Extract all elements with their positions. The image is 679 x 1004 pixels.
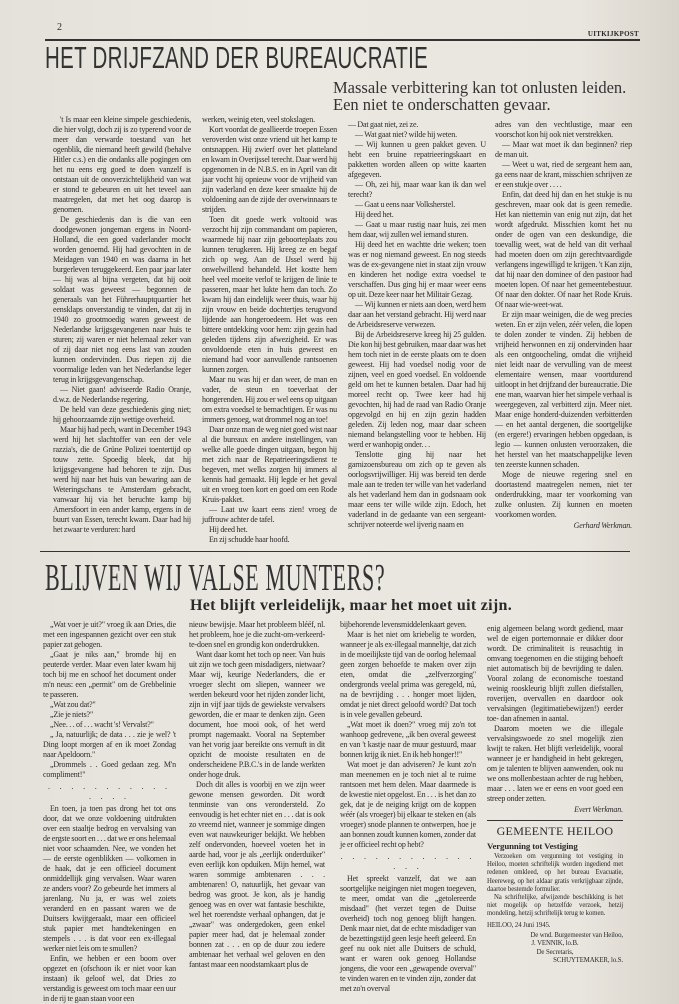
paragraph: — Dat gaat niet, zei ze. <box>348 120 419 129</box>
paragraph: Bij de Arbeidsreserve kreeg hij 25 gulden. Die kon hij best gebruiken, maar daar was het hem toch niet in de eerste plaats om te doen geweest. Hij had voedsel nodig voor de zijnen, veel en goed voedsel. En voldoende geld om het te kunnen betalen. Daar had hij moreel recht op. Twee keer had hij gevochten, hij had de raad van Radio Oranje opgevolgd en hij en zijn gezin hadden geleden. Zij leden nog, maar daar scheen niemand belangstelling voor te hebben. Hij werd er wanhopig onder. . . <box>348 330 486 449</box>
paragraph: „Drommels . . Goed gedaan zeg. M'n compliment!" <box>43 760 176 779</box>
paragraph: Maar is het niet om kriebelig te worden, wanneer je als ex-illegaal manneltje, dat zich in de moeilijkste tijd van de oorlog helemaal geen zorgen behoefde te maken over zijn eten, omdat die „zelfverzorging" ondergronds veelal prima was geregeld, nú, na de bevrijding . . . honger moet lijden, omdat je niet direct geloofd wordt? Dat toch is in vele gevallen gebeurd. <box>340 630 476 719</box>
paragraph: Maar hij had pech, want in December 1943 werd hij het slachtoffer van een der vele razzia's, die de Grüne Polizei toentertijd op touw zette. Spoedig bleek, dat hij krijgsgevangene had behoren te zijn. Dus werd hij naar het huis van bewaring aan de Weteringschans te Amsterdam gebracht, vanwaar hij via het beruchte kamp bij Amersfoort in een ander kamp, ergens in de buurt van Essen, terecht kwam. Daar had hij het zwaar te verduren: hard <box>53 425 191 534</box>
paragraph: De held van deze geschiedenis ging niet; hij gehoorzaamde zijn wettige overheid. <box>53 405 191 424</box>
paragraph: Daarom moeten we die illegale vervalsingswoede zo snel mogelijk zien kwijt te raken. Het blijft verleidelijk, vooral wanneer je er handigheid in hebt gekregen, om je talenten te blijven aanwenden, ook nu we ons mollenbestaan achter de rug hebben, maar . . . laten we er eens en voor goed een streep onder zetten. <box>487 724 623 803</box>
notice-paragraph: Na schriftelijke, afwijzende beschikking is het niet mogelijk op hetzelfde verzoek, hetzij mondeling, hetzij schriftelijk terug te komen. <box>487 894 623 918</box>
page-number: 2 <box>57 22 62 33</box>
article-subtitle-line: Een niet te onderschatten gevaar. <box>333 95 551 114</box>
article-column <box>487 624 623 815</box>
article-column <box>340 620 476 994</box>
paragraph: — Maar wat moet ik dan beginnen? riep de man uit. <box>495 140 632 159</box>
paragraph: Wat moet je dan adviseren? Je kunt zo'n man meenemen en je toch niet al te ruime rantsoen met hem delen. Maar daarmede is de kwestie niet opgelost. En . . . is het dan zo gek, dat je de neiging krijgt om de koppen wéér (als vroeger) bij elkaar te steken en (als vroeger) snode plannen te ontwerpen, hoe je aan bonnen zoudt kunnen komen, zonder dat je er officieel recht op hebt? <box>340 760 476 849</box>
paragraph: Toen dit goede werk voltooid was verzocht hij zijn commandant om papieren, waarmede hij naar zijn geboorteplaats zou kunnen terugkeren. Hij kreeg ze en begaf zich op weg. Aan de IJssel werd hij onwelwillend behandeld. Het kostte hem heel veel moeite verlof te krijgen de linie te passeren, maar het lukte hem dan toch. Zo kwam hij dan eindelijk weer thuis, waar hij zijn vrouw en beide dochtertjes terugvond lijdende aan hongeroedeem. Het was een bittere ontdekking voor hem: zijn gezin had geleden tijdens zijn afwezigheid. Er was onvoldoende eten in huis geweest en niemand had voor aanvullende rantsoenen kunnen zorgen. <box>202 215 337 374</box>
paragraph: bijbehorende levensmiddelenkaart geven. <box>340 620 467 629</box>
paragraph: Want daar komt het toch op neer. Van huis uit zijn we toch geen misdadigers, nietwaar? Maar wij, keurige Nederlanders, die er vroeger slecht om sliepen, wanneer we werden bekeurd voor het rijden zonder licht, zijn in vijf jaar tijds de gewiekste vervalsers geworden, die er maar te denken zijn. Geen document, hoe mooi ook, of het werd prompt nagemaakt. Vooral na September van het vorig jaar bereikte ons vernuft in dit opzicht de mooiste resultaten en de onderscheidene P.B.C.'s in de lande werkten onder hoge druk. <box>189 650 325 779</box>
paragraph: „Gaat je niks aan," bromde hij en peuterde verder. Maar even later kwam hij toch bij me en schoof het document onder m'n neus: een „permit" om de Grebbelinie te passeren. <box>43 650 176 699</box>
paragraph: Maar nu was hij er dan weer, de man en vader, de steun en toeverlaat der hongerenden. Hij zou er wel eens op uitgaan om extra voedsel te bemachtigen. Er was nu immers genoeg, wat drommel nog an toe! <box>202 375 337 424</box>
notice-subheading: Vergunning tot Vestiging <box>487 841 578 851</box>
section-separator: . . . . . . . . . . . . . . . <box>47 782 171 801</box>
paragraph: — Weet u wat, ried de sergeant hem aan, ga eens naar de krant, misschien schrijven ze er een stukje over . . . . <box>495 160 632 189</box>
paragraph: — Gaat u eens naar Volksherstel. <box>355 200 456 209</box>
author-signature: Evert Werkman. <box>574 805 623 814</box>
notice-mayor-title: De wnd. Burgemeester van Heiloo, <box>530 931 623 939</box>
paragraph: De geschiedenis dan is die van een doodgewonen jongeman ergens in Noord-Holland, die een goed vaderlander mocht worden genoemd. Hij had gevochten in de Meidagen van 1940 en was daarna in het burgerleven teruggekeerd. Een paar jaar later — hij was al bijna vergeten, dat hij ooit soldaat was geweest — begonnen de generaals van het Führerhauptquartier het eensklaps onverstandig te vinden, dat zij in 1940 zo grootmoedig waren geweest de Nederlandse krijgsgevangenen naar huis te sturen; zij waren er niet helemaal zeker van of zij daar niet nog eens last van zouden kunnen ondervinden. Dus riepen zij die voormalige leden van het Nederlandse leger terug in krijgsgevangenschap. <box>53 215 191 384</box>
paragraph: Het spreekt vanzelf, dat we aan soortgelijke neigingen niet mogen toegeven, te meer, omdat van die „getolereerde misdaad" (het verzet tegen de Duitse overheid) toch nog genoeg blijft hangen. Denk maar niet, dat de echte misdadiger van de bezettingstijd geen lesje heeft geleerd. En geef nu ook niet alle Duitsers de schuld, want er waren ook genoeg Hollandse jongens, die voor een „gewapende overval" te vinden waren en te vinden zijn, zonder dat met zo'n overval <box>340 874 476 993</box>
paragraph: Kort voordat de geallieerde troepen Essen veroverden wist onze vriend uit het kamp te ontsnappen. Hij zwierf over het platteland en kwam in Overijssel terecht. Daar werd hij opgenomen in de N.B.S. en in April van dit jaar vocht hij opnieuw voor de vrijheid van zijn vaderland en deze keer smaakte hij de voldoening aan de zijde der overwinnaars te strijden. <box>202 125 337 214</box>
paragraph: „Zie je niets?" <box>50 710 94 719</box>
article-subtitle: Het blijft verleidelijk, maar het moet uit zijn. <box>190 597 513 614</box>
section-rule <box>40 551 630 552</box>
paragraph: Tenslotte ging hij naar het garnizoensbureau om zich op te geven als oorlogsvrijwilliger. Hij was bereid ten derde male aan te treden ter wille van het vaderland als het vaderland hem dan in godsnaam ook maar eens ter wille wilde zijn. Edoch, het vaderland in de gedaante van een sergeant-schrijver noteerde wel ijverig naam en <box>348 450 486 529</box>
municipal-notice <box>487 820 623 966</box>
article-column <box>43 620 176 1004</box>
paragraph: enig algemeen belang wordt gediend, maar wel de eigen portemonnaie er dikker door wordt. De criminaliteit is reusachtig in omvang toegenomen en die stijging behoeft niet automatisch bij de bevrijding te dalen. Vooral zolang de economische toestand weinig rooskleurig blijft zullen diefstallen, roverijen, overvallen en daardoor ook vervalsingen (legitimatiebewijzen!) eerder toe- dan afnemen in aantal. <box>487 624 623 723</box>
paragraph: Hij deed het en wachtte drie weken; toen was er nog niemand geweest. En nog steeds was de ex-gevangene niet in staat zijn vrouw en kinderen het nodige extra voedsel te verschaffen. Dus ging hij er maar weer eens op uit. Deze keer naar het Militair Gezag. <box>348 240 486 299</box>
paragraph: Hij deed het. <box>209 525 248 534</box>
paragraph: „Wat moet ik doen?" vroeg mij zo'n tot wanhoop gedrevene, „ik ben overal geweest en van 't kastje naar de muur gestuurd, maar bonnen krijg ik niet. En ik heb honger!!" <box>340 720 476 759</box>
paragraph: — Oh, zei hij, maar waar kan ik dan wel terecht? <box>348 180 486 199</box>
paragraph: — Laat uw kaart eens zien! vroeg de juffrouw achter de tafel. <box>202 505 337 524</box>
masthead: UITKIJKPOST <box>587 30 639 38</box>
notice-secretary-name: SCHUYTEMAKER, lo.S. <box>553 957 623 965</box>
paragraph: Hij deed het. <box>355 210 394 219</box>
paragraph: Doch dit alles is voorbij en we zijn weer gewone mensen geworden. Dit wordt tenminste van ons verondersteld. Zo eenvoudig is het echter niet en . . . dat is ook zo vreemd niet, wanneer je sommige dingen even wat nauwkeuriger bekijkt. We hebben zelf ondervonden, hoeveel voeten het in aarde had, voor je als „eerlijk onderduiker" even eerlijk kon opduiken. Mijn hemel, wat waren sommige ambtenaren . . . ambtenaren! O, natuurlijk, het gevaar van bedrog was groot. Je kon, als je handig genoeg was en over wat fantasie beschikte, wel het roerendste verhaal ophangen, dat je „zwaar" was ondergedoken, geen enkel papier meer had, dat je helemaal zonder bonnen zat . . . en op de duur zou iedere ambtenaar het verhaal wel geloven en den fantast maar een noodstamkaart plus de <box>189 780 325 969</box>
paragraph: 't Is maar een kleine simpele geschiedenis, die hier volgt, doch zij is zo typerend voor de meer dan verwarde toestand van het ogenblik, die niemand heeft gewild (behalve Hitler c.s.) en die ondanks alle pogingen om het nu eens erg goed te doen vanzelf is ontstaan uit de onoverzichtelijkheid van wat er stond te gebeuren en uit het teveel aan maatregelen, dat met het oog daarop is genomen. <box>53 115 191 214</box>
paragraph: — Niet gaan! adviseerde Radio Oranje, d.w.z. de Nederlandse regering. <box>53 385 191 404</box>
paragraph: Enfin, dat deed hij dan en het stukje is nu geschreven, maar ook dat is geen remedie. Het kan niettemin van enig nut zijn, dat het wordt afgedrukt. Misschien komt het nu onder de ogen van een deskundige, die toevallig weet, wat de held van dit verhaal had moeten doen om zijn gerechtvaardigde verlangens ingewilligd te krijgen. 't Kan zijn, dat hij naar den dominee of den pastoor had moeten lopen. Of naar het gemeentebestuur. Of naar den dokter. Of naar het Rode Kruis. Of naar wie-weet-wat. <box>495 190 632 309</box>
paragraph: Daar onze man de weg niet goed wist naar al die bureaux en andere instellingen, van welke alle goede dingen uitgaan, begon hij met zich naar de Repatrieeringsdienst te begeven, met welks zorgen hij immers al kennis had gemaakt. Hij legde er het geval uit en vroeg toen kort en goed om een Rode Kruis-pakket. <box>202 425 337 504</box>
article-subtitle <box>333 79 626 113</box>
article-column-with-notice <box>487 624 623 966</box>
article-title: HET DRIJFZAND DER BUREAUCRATIE <box>45 40 429 75</box>
article-column <box>348 120 486 530</box>
notice-mayor-name: J. VENNIK, lo.B. <box>531 940 579 948</box>
article-column <box>495 120 632 531</box>
paragraph: Moge de nieuwe regering snel en doortastend maatregelen nemen, niet ter onderdrukking, maar ter voorkoming van zulke onlusten. Zij kunnen en moeten voorkomen worden. <box>495 470 632 519</box>
paragraph: — Wij kunnen er niets aan doen, werd hem daar aan het verstand gebracht. Hij werd naar de Arbeidsreserve verwezen. <box>348 300 486 329</box>
author-signature: Gerhard Werkman. <box>573 521 632 530</box>
paragraph: En zij schudde haar hoofd. <box>209 535 290 544</box>
paragraph: „Wat voer je uit?" vroeg ik aan Dries, die met een ingespannen gezicht over een stuk papier zat gebogen. <box>43 620 176 649</box>
paragraph: „Wat zou dat?" <box>50 700 96 709</box>
article-title: BLIJVEN WIJ VALSE MUNTERS? <box>45 557 386 599</box>
notice-heading: GEMEENTE HEILOO <box>496 824 614 838</box>
article-column <box>189 620 325 970</box>
notice-paragraph: Verzoeken om vergunning tot vestiging in Heiloo, moeten schriftelijk worden ingediend met redenen omkleed, op het bureau Evacuatie, Heereweg, op het aldaar gratis verkrijgbaar zijnde, daartoe bestemde formulier. <box>487 853 623 893</box>
paragraph: Er zijn maar weinigen, die de weg precies weten. En er zijn velen, zéér velen, die lopen te dolen zonder te vinden. Zij hebben de vrijheid herwonnen en zij ondervinden haar als een ontgoocheling, omdat die vrijheid niet leidt naar de vervulling van de meest elementaire wensen, maar voortdurend uitloopt in het drijfzand der bureaucratie. Die ene man, waarvan hier het simpele verhaal is weergegeven, zal verbitterd zijn. Meer niet. Maar enige honderd-duizenden verbitterden — en het aantal dergenen, die soortgelijke (en ergere!) ervaringen hebben opgedaan, is legio — kunnen onlusten veroorzaken, die het herstel van het maatschappelijke leven ten zeerste kunnen schaden. <box>495 310 632 469</box>
paragraph: Enfin, we hebben er een boom over opgezet en (ofschoon ik er niet voor kan instaan) ik geloof wel, dat Dries zo verstandig is geweest om toch maar een uur in de rij te gaan staan voor een <box>43 954 176 1003</box>
paragraph: werken, weinig eten, veel stokslagen. <box>202 115 315 124</box>
paragraph: En toen, ja toen pas drong het tot ons door, dat we onze voldoening uitdrukten over een staaltje bedrog en vervalsing van de ergste soort en . . . dat we er ons helemaal niet voor schaamden. Nee, we vonden het — de eerste ogenblikken — volkomen in de haak, dat je een officieel document onmiddellijk ging vervalsen. Waar waren ze anders voor? Zo gebeurde het immers al jarenlang. Nu ja, er was wel zoiets veranderd en en passant waren we de Duitsers kwijtgeraakt, maar een officieel stuk papier met handtekeningen en stempels . . . is dat voor een ex-illegaal werker niet leis om te smullen? <box>43 804 177 953</box>
article-column <box>53 115 191 535</box>
notice-secretary-title: De Secretaris, <box>536 949 574 957</box>
paragraph: adres van den vechtlustige, maar een voorschot kon hij ook niet verstrekken. <box>495 120 632 139</box>
section-separator: . . . . . . . . . . . . . . . <box>340 852 476 871</box>
article-column <box>202 115 337 545</box>
notice-place-date: HEILOO, 24 Juni 1945. <box>487 921 551 929</box>
paragraph: „Nee. . . of . . . wacht 's! Vervalst?" <box>50 720 154 729</box>
paragraph: nieuw bewijsje. Maar het probleem blééf, nl. het probleem, hoe je die zucht-om-verkeerd-te-doen snel en grondig kon onderdrukken. <box>189 620 325 649</box>
article-subtitle-line: Massale verbittering kan tot onlusten leiden. <box>333 78 627 97</box>
paragraph: — Wat gaat niet? wilde hij weten. <box>355 130 457 139</box>
paragraph: — Gaat u maar rustig naar huis, zei men hem daar, wij zullen wel iemand sturen. <box>348 220 486 239</box>
paragraph: „ Ja, natuurlijk; de data . . . zie je wel? 't Ding loopt morgen af en ik moet Zondag naar Apeldoorn." <box>43 730 176 759</box>
paragraph: — Wij kunnen u geen pakket geven. U hebt een bruine repatrieeringskaart en pakketten worden alleen op witte kaarten afgegeven. <box>348 140 486 179</box>
